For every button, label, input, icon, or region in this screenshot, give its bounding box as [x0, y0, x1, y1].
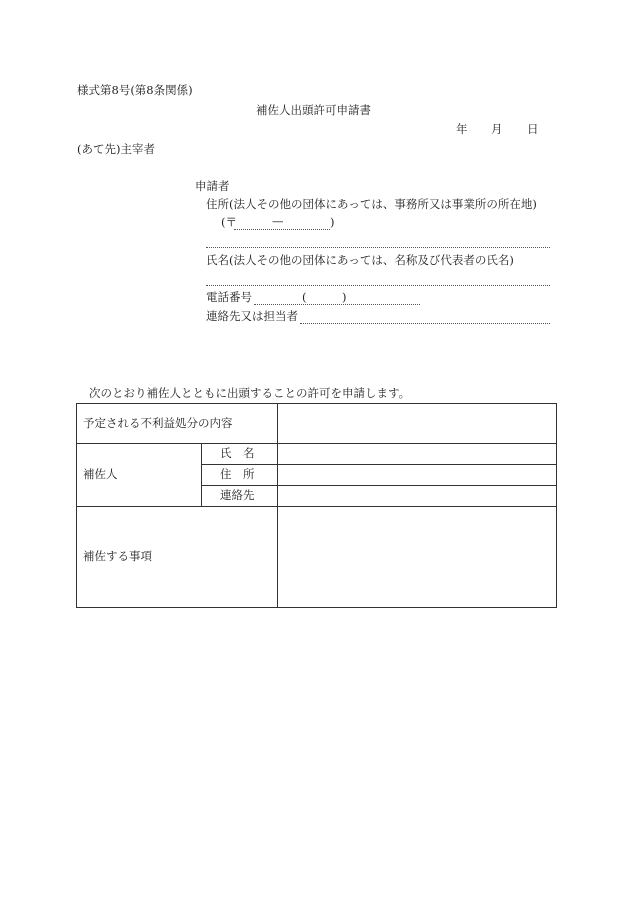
phone-paren-close: ) — [342, 290, 347, 304]
form-number: 様式第8号(第8条関係) — [77, 83, 193, 97]
disposition-value[interactable] — [278, 404, 557, 444]
postal-close: ) — [330, 215, 335, 229]
document-title: 補佐人出頭許可申請書 — [256, 103, 371, 117]
assistant-address-label: 住 所 — [202, 465, 278, 486]
name-label: 氏名(法人その他の団体にあっては、名称及び代表者の氏名) — [206, 253, 514, 267]
matters-value[interactable] — [278, 507, 557, 608]
postal-code-field[interactable] — [234, 229, 330, 230]
assistant-name-value[interactable] — [278, 444, 557, 465]
date-day-label: 日 — [527, 122, 539, 136]
intro-text: 次のとおり補佐人とともに出頭することの許可を申請します。 — [89, 386, 411, 400]
date-month-label: 月 — [491, 122, 503, 136]
contact-label: 連絡先又は担当者 — [206, 309, 298, 323]
application-table — [76, 403, 557, 608]
assistant-contact-value[interactable] — [278, 486, 557, 507]
name-field[interactable] — [206, 285, 550, 286]
postal-dash: — — [272, 214, 284, 228]
addressee: (あて先)主宰者 — [77, 142, 155, 156]
phone-field[interactable] — [254, 304, 420, 305]
postal-open: (〒 — [221, 215, 237, 229]
date-year-label: 年 — [456, 122, 468, 136]
phone-label: 電話番号 — [206, 290, 252, 304]
disposition-label: 予定される不利益処分の内容 — [77, 404, 278, 444]
address-label: 住所(法人その他の団体にあっては、事務所又は事業所の所在地) — [206, 197, 537, 211]
contact-field[interactable] — [300, 323, 550, 324]
assistant-contact-label: 連絡先 — [202, 486, 278, 507]
phone-paren-open: ( — [302, 290, 307, 304]
applicant-heading: 申請者 — [195, 179, 230, 193]
address-field[interactable] — [206, 247, 550, 248]
assistant-name-label: 氏 名 — [202, 444, 278, 465]
assistant-label: 補佐人 — [77, 444, 202, 507]
matters-label: 補佐する事項 — [77, 507, 278, 608]
assistant-address-value[interactable] — [278, 465, 557, 486]
